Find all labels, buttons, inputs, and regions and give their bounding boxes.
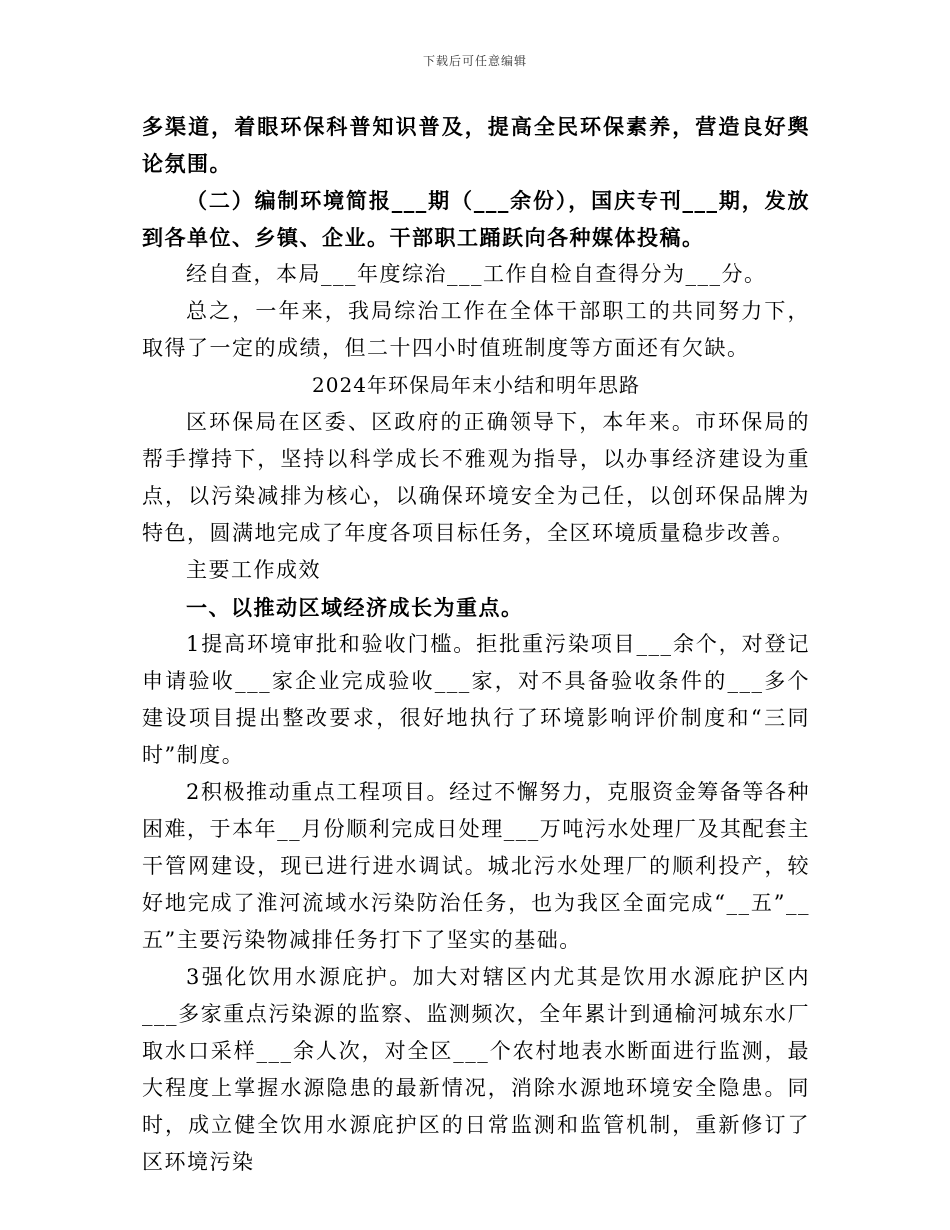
paragraph-continuation: 多渠道，着眼环保科普知识普及，提高全民环保素养，营造良好舆论氛围。 <box>142 114 810 176</box>
paragraph-summary: 总之，一年来，我局综治工作在全体干部职工的共同努力下，取得了一定的成绩，但二十四小时值班制度等方面还有欠缺。 <box>142 299 810 360</box>
heading-part-one: 一、以推动区域经济成长为重点。 <box>186 595 524 620</box>
subheading-main-achievements: 主要工作成效 <box>186 558 321 582</box>
paragraph-item-2: 2积极推动重点工程项目。经过不懈努力，克服资金筹备等各种困难，于本年__月份顺利完成日处理___万吨污水处理厂及其配套主干管网建设，现已进行进水调试。城北污水处理厂的顺利投产，较好地完成了淮河流域水污染防治任务，也为我区全面完成“__五”__五”主要污染物减排任务打下了坚实的基础。 <box>142 780 810 952</box>
paragraph-intro: 区环保局在区委、区政府的正确领导下，本年来。市环保局的帮手撑持下，坚持以科学成长不雅观为指导，以办事经济建设为重点，以污染减排为核心，以确保环境安全为己任，以创环保品牌为特色，圆满地完成了年度各项目标任务，全区环境质量稳步改善。 <box>142 410 810 545</box>
paragraph-item-3: 3强化饮用水源庇护。加大对辖区内尤其是饮用水源庇护区内___多家重点污染源的监察、监测频次，全年累计到通榆河城东水厂取水口采样___余人次，对全区___个农村地表水断面进行监测，最大程度上掌握水源隐患的最新情况，消除水源地环境安全隐患。同时，成立健全饮用水源庇护区的日常监测和监管机制，重新修订了区环境污染 <box>142 965 810 1174</box>
paragraph-briefing: （二）编制环境简报___期（___余份），国庆专刊___期，发放到各单位、乡镇、企业。干部职工踊跃向各种媒体投稿。 <box>142 188 810 250</box>
section-title: 2024年环保局年末小结和明年思路 <box>312 373 640 397</box>
paragraph-item-1: 1提高环境审批和验收门槛。拒批重污染项目___余个，对登记申请验收___家企业完成验收___家，对不具备验收条件的___多个建设项目提出整改要求，很好地执行了环境影响评价制度和“三同时”制度。 <box>142 632 810 767</box>
document-body <box>142 108 810 1181</box>
page-header-note: 下载后可任意编辑 <box>422 54 527 68</box>
paragraph-self-check: 经自查，本局___年度综治___工作自检自查得分为___分。 <box>186 262 767 286</box>
